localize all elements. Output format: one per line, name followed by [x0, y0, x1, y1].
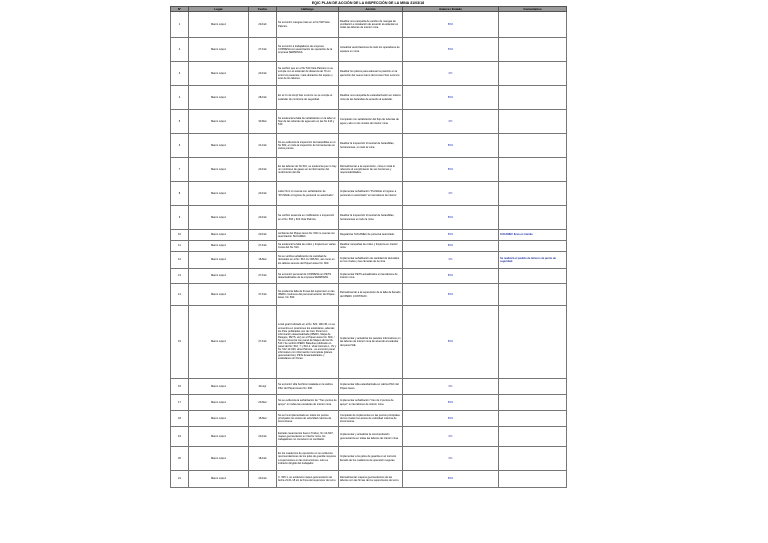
row-progress: 80%	[403, 395, 499, 411]
row-number: 13	[171, 269, 189, 284]
row-place: Marco López	[189, 306, 249, 379]
page-title: EQIC PLAN DE ACCIÓN DE LA INSPECCIÓN DE LA MINA 31/03/18	[311, 1, 425, 5]
row-action: Retroalimentar a la supervisión, mina en toda lo referente al cumplimiento de sus funciones y responsabilidades.	[339, 158, 403, 182]
row-progress: 80%	[403, 230, 499, 241]
row-comment	[499, 471, 567, 488]
row-date: 21-Feb	[249, 134, 277, 158]
row-number: 6	[171, 134, 189, 158]
table-row	[171, 206, 567, 230]
row-place: Marco López	[189, 284, 249, 306]
row-date: 18-Mar	[249, 411, 277, 427]
row-number: 15	[171, 306, 189, 379]
table-row	[171, 86, 567, 110]
table-row	[171, 38, 567, 62]
row-number: 5	[171, 110, 189, 134]
row-number: 16	[171, 379, 189, 395]
row-date: 20-Feb	[249, 230, 277, 241]
row-comment	[499, 12, 567, 38]
row-action: Regularizar SUCAMEC de personal autorizado.	[339, 230, 403, 241]
row-date: 20-Feb	[249, 62, 277, 86]
row-number: 8	[171, 182, 189, 206]
row-comment	[499, 182, 567, 206]
row-progress: 80%	[403, 306, 499, 379]
row-date: 20-Feb	[249, 182, 277, 206]
row-place: Marco López	[189, 411, 249, 427]
row-action: Implementar y actualizar la recomendación geomecánica en todas las labores de interior mina.	[339, 427, 403, 447]
row-progress: 0%	[403, 62, 499, 86]
row-progress: 80%	[403, 134, 499, 158]
table-row	[171, 379, 567, 395]
row-number: 17	[171, 395, 189, 411]
row-progress: 0%	[403, 379, 499, 395]
row-progress: 0%	[403, 182, 499, 206]
row-date: 20-Feb	[249, 427, 277, 447]
row-date: 27-Feb	[249, 38, 277, 62]
row-place: Marco López	[189, 241, 249, 252]
table-row	[171, 471, 567, 488]
row-date: 20-Feb	[249, 206, 277, 230]
table-row	[171, 447, 567, 471]
row-comment	[499, 134, 567, 158]
row-place: Marco López	[189, 134, 249, 158]
row-date: 30-Mar	[249, 110, 277, 134]
row-finding: C. 505 1, se evidencia mapeo geomecánico de fecha 21.01.18 sin la firma del supervisor de turno.	[277, 471, 339, 488]
row-progress: 80%	[403, 269, 499, 284]
table-row	[171, 158, 567, 182]
table-row	[171, 182, 567, 206]
row-comment	[499, 38, 567, 62]
row-action: Implementar silla estandarizada en cabina P&C del Piquer-lesso.	[339, 379, 403, 395]
row-finding: Se evidenció la falta de orden y limpieza en varias zonas del Nv. 510.	[277, 241, 339, 252]
row-place: Marco López	[189, 447, 249, 471]
row-date: 28-Feb	[249, 86, 277, 110]
row-comment	[499, 395, 567, 411]
row-place: Marco López	[189, 379, 249, 395]
table-row	[171, 134, 567, 158]
row-place: Marco López	[189, 252, 249, 269]
row-number: 14	[171, 284, 189, 306]
row-action: Completar de implementar en las puntos principales de los niveles los avisos de velocidad máxima de locomotoras.	[339, 411, 403, 427]
table-row	[171, 306, 567, 379]
row-place: Marco López	[189, 62, 249, 86]
row-action: Realizar la inspección trimestral de barandillas, herramientas, en todo la mina.	[339, 134, 403, 158]
row-place: Marco López	[189, 230, 249, 241]
row-finding: Se verificó ausencia en codificación e inspección en el Nv. 562 y 610 Veta Palmira.	[277, 206, 339, 230]
row-place: Marco López	[189, 86, 249, 110]
row-number: 21	[171, 471, 189, 488]
table-row	[171, 284, 567, 306]
row-progress: 80%	[403, 411, 499, 427]
row-action: Implementar a los jefes de guardia en el correcto llenado de los cuadernos de operación seguras.	[339, 447, 403, 471]
row-action: Implementar señalización de cantidad de derivados en los niveles y las cámaras de la mina.	[339, 252, 403, 269]
row-comment: SUCAMEC lleva en tramite	[499, 230, 567, 241]
row-action: Retroalimentar a la supervisión de la falta de llenado del IPERC CONTINUO.	[339, 284, 403, 306]
row-action: Implementar señalización "Prohibido el ingreso a personal no autorizado" en las labores de interior.	[339, 182, 403, 206]
row-number: 20	[171, 447, 189, 471]
header-number: N°	[171, 7, 189, 12]
row-number: 12	[171, 252, 189, 269]
row-place: Marco López	[189, 395, 249, 411]
row-finding: Local guard ubicado en el Nv. 520, 19N-35, no se encuentra en posiciones los estándares, además los Pets publicados con de Cat./ Panel con información desactualizada (IPERC, Mapa de Riesgos, PETS, etc) en el Piquer-lesso Nv. 600. / No se encuentra con panel de Mapeo de las Nv. 510 / Se verificó IPERC Baseline publicado en panel del Nv. 510, 7 y 510-1. Veta Carmelo L. 3V y Nv. 512 12-030, alma Palmira., se encontró panel informativo con información incompleta (planos geomecánicos), PETs desactualizados y estándares sin firmas.	[277, 306, 339, 379]
table-row	[171, 230, 567, 241]
row-comment	[499, 86, 567, 110]
row-number: 11	[171, 241, 189, 252]
row-progress: 80%	[403, 12, 499, 38]
row-finding: Labor Nv1 no cuenta con señalización de "Prohibido el ingreso de personal no autorizado".	[277, 182, 339, 206]
row-finding: Se encontró silla hechiza instalada en la cabina P&C del Piquer-lesso Nv. 600.	[277, 379, 339, 395]
row-number: 1	[171, 12, 189, 38]
row-finding: Se verificó que en el Nv 510 Veta Palmira no se cumple con el estándar de distancia de 70 cm entre los pasantes, mala ubicación del equipo y soto de los labores.	[277, 62, 339, 86]
row-progress: 80%	[403, 158, 499, 182]
row-number: 19	[171, 427, 189, 447]
row-progress: 0%	[403, 110, 499, 134]
table-body	[171, 12, 567, 488]
row-progress: 80%	[403, 284, 499, 306]
row-progress: 0%	[403, 427, 499, 447]
row-date: 20-Feb	[249, 158, 277, 182]
row-date: 20-Mar	[249, 395, 277, 411]
row-date: 29-Apr	[249, 379, 277, 395]
row-progress: 50%	[403, 38, 499, 62]
row-finding: En el Cx de Ampl San Lorenzo no se cumple el estándar de cumbrera de seguridad.	[277, 86, 339, 110]
row-number: 9	[171, 206, 189, 230]
row-finding: En los cuadernos de operación en se evidencia recomendaciones de los jefes de guardia mayores a supervisores en las instrucciones, solo es indirecto dirigido del trabajador.	[277, 447, 339, 471]
row-place: Marco López	[189, 110, 249, 134]
table-row	[171, 411, 567, 427]
header-comments: Comentarios	[499, 7, 567, 12]
header-progress: Avance / Estado	[403, 7, 499, 12]
table-row	[171, 62, 567, 86]
row-place: Marco López	[189, 269, 249, 284]
row-date: 18-Feb	[249, 447, 277, 471]
row-place: Marco López	[189, 427, 249, 447]
row-date: 20-Feb	[249, 471, 277, 488]
row-action: Implementar y actualizar los paneles informativos en las labores de interior mina de acuerdo al estándar del panel SIE.	[339, 306, 403, 379]
table-row	[171, 269, 567, 284]
header-finding: Hallazgo	[277, 7, 339, 12]
row-comment: Se realizará el pedido de letreros de punto de seguridad	[499, 252, 567, 269]
row-comment	[499, 62, 567, 86]
row-comment	[499, 306, 567, 379]
row-progress: 80%	[403, 241, 499, 252]
action-plan-table	[170, 6, 567, 488]
table-row	[171, 252, 567, 269]
row-progress: 80%	[403, 471, 499, 488]
row-date: 27-Feb	[249, 269, 277, 284]
row-action: Completar con señalización del flujo de tuberías de agua y aire en los niveles de interior mina.	[339, 110, 403, 134]
row-finding: Ambiente del Piquer-lesso Nv. 600 no cuenta con autorización SUCAMEC.	[277, 230, 339, 241]
row-action: Realizar una campaña de estandarización en toda la mina de las barandas de acuerdo al estándar.	[339, 86, 403, 110]
row-action: Realizar una campaña de cambio de mangas de ventilación e instalación de acuerdo al estándar en todas las labores de interior mina.	[339, 12, 403, 38]
row-finding: No se ha implementado en todos los puntos principales los avisos de velocidad máxima de locomotoras.	[277, 411, 339, 427]
row-number: 3	[171, 62, 189, 86]
table-row	[171, 427, 567, 447]
row-finding: En las labores de Nv 510, se evidencia que no hay un monitoreo de gases en la información del rendimiento del día.	[277, 158, 339, 182]
row-date: 20-Feb	[249, 12, 277, 38]
row-progress: 80%	[403, 86, 499, 110]
row-action: Implementar PETS actualizados en las labores de interior mina.	[339, 269, 403, 284]
row-date: 18-Mar	[249, 252, 277, 269]
row-finding: Se encontró personal de COPRESA sin PETS desactualizados de la empresa SERMINAS.	[277, 269, 339, 284]
row-finding: Se encontró mangas rotas en el Nv 518 Veta Palmira.	[277, 12, 339, 38]
row-action: Realizar la inspección trimestral de barandillas, herramientas en todo la mina.	[339, 206, 403, 230]
row-number: 18	[171, 411, 189, 427]
row-place: Marco López	[189, 471, 249, 488]
row-progress: 0%	[403, 252, 499, 269]
row-action: Actualizar autorizaciones de todo los operadores de equipos en mina.	[339, 38, 403, 62]
row-finding: Se encontró a trabajadores de empresa COPRESA con autorización de operación de la empresa SERMINAS.	[277, 38, 339, 62]
table-row	[171, 241, 567, 252]
row-finding: Se evidencia la falta de señalización en la labor el flujo de las tuberías de agua aire en las Nv 410 y 510.	[277, 110, 339, 134]
row-comment	[499, 206, 567, 230]
header-date: Fecha	[249, 7, 277, 12]
table-row	[171, 12, 567, 38]
row-comment	[499, 447, 567, 471]
row-comment	[499, 427, 567, 447]
header-place: Lugar	[189, 7, 249, 12]
row-finding: No se evidencia la inspección de barandillas en el Nv 600, en todo la inspección de herramientas en varios puntos.	[277, 134, 339, 158]
table-row	[171, 110, 567, 134]
row-comment	[499, 158, 567, 182]
row-place: Marco López	[189, 206, 249, 230]
row-finding: No se verifica señalización de cantidad de derivados en el Nv. 510 Cx ORUSC, así como en los talleres anexos del Piquer-lesso Nv. 600.	[277, 252, 339, 269]
row-comment	[499, 110, 567, 134]
row-place: Marco López	[189, 38, 249, 62]
row-date: 27-Feb	[249, 241, 277, 252]
row-action: Realizar los planos para adecuar la posición en la ejecución del nuevo tramo del crucero San Lorenzo.	[339, 62, 403, 86]
row-comment	[499, 269, 567, 284]
table-row	[171, 395, 567, 411]
row-place: Marco López	[189, 12, 249, 38]
row-date: 27-Feb	[249, 306, 277, 379]
row-action: Implementar señalización "Uso de 3 puntos de apoyo" en las labores de interior mina.	[339, 395, 403, 411]
row-progress: 0%	[403, 447, 499, 471]
row-number: 10	[171, 230, 189, 241]
row-place: Marco López	[189, 158, 249, 182]
row-comment	[499, 411, 567, 427]
row-date: 27-Feb	[249, 284, 277, 306]
row-comment	[499, 241, 567, 252]
row-action: Retroalimentar mapeos geomecánicos de las labores con las firmas de los supervisores de turno.	[339, 471, 403, 488]
row-number: 7	[171, 158, 189, 182]
row-finding: No se evidencia la señalización de "Tres puntos de apoyo" en todas las escaleras de interior mina.	[277, 395, 339, 411]
row-comment	[499, 379, 567, 395]
row-finding: No evidencia falta de firmas del supervisor en las IPERC continuos del personal anterior del Piquer-lesso, Nv. 600.	[277, 284, 339, 306]
row-finding: Estrado cavamientos fueron Trabco, Nv 10-N07, mapeo geomecánico en interior mina, los trabajadores no conocieron el ventilador.	[277, 427, 339, 447]
row-place: Marco López	[189, 182, 249, 206]
row-number: 2	[171, 38, 189, 62]
row-progress: 80%	[403, 206, 499, 230]
action-plan-sheet	[170, 0, 566, 488]
row-action: Realizar campañas de orden y limpieza en interior mina.	[339, 241, 403, 252]
row-comment	[499, 284, 567, 306]
row-number: 4	[171, 86, 189, 110]
header-action: Acción	[339, 7, 403, 12]
